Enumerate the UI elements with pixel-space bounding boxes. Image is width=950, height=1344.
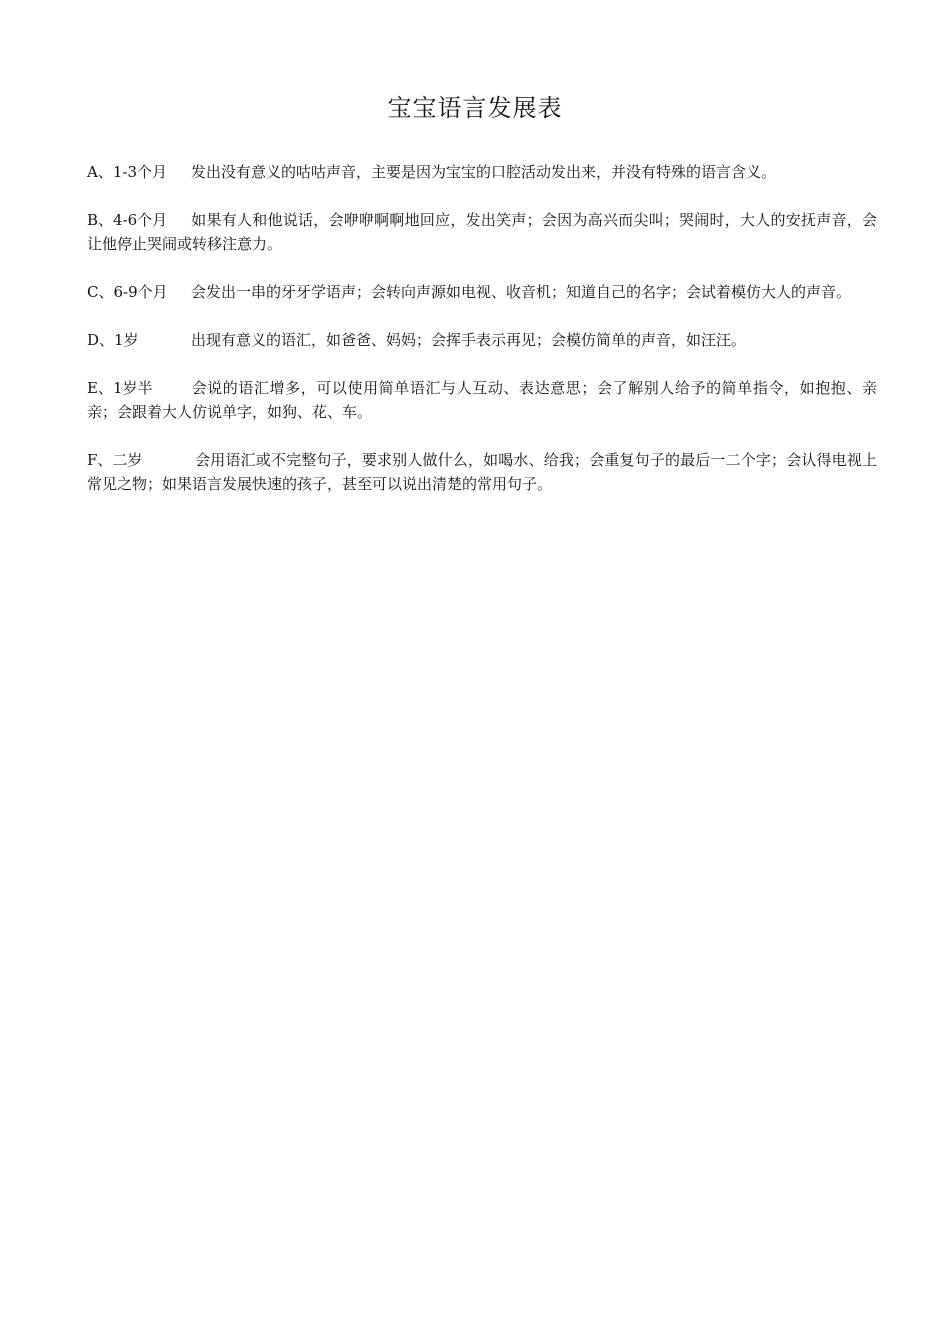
entry-e — [87, 376, 877, 424]
entry-text: 会用语汇或不完整句子，要求别人做什么，如喝水、给我；会重复句子的最后一二个字；会认得电视上常见之物；如果语言发展快速的孩子，甚至可以说出清楚的常用句子。 — [87, 451, 877, 493]
entry-label: E、1岁半 — [87, 379, 153, 397]
entry-text: 发出没有意义的咕咕声音，主要是因为宝宝的口腔活动发出来，并没有特殊的语言含义。 — [191, 163, 777, 181]
entry-b — [87, 208, 877, 256]
entry-f — [87, 448, 877, 496]
entry-label: F、二岁 — [87, 451, 143, 469]
entry-text: 出现有意义的语汇，如爸爸、妈妈；会挥手表示再见；会模仿简单的声音，如汪汪。 — [191, 331, 747, 349]
entry-c — [87, 280, 877, 304]
entry-text: 会说的语汇增多，可以使用简单语汇与人互动、表达意思；会了解别人给予的简单指令，如抱抱、亲亲；会跟着大人仿说单字，如狗、花、车。 — [87, 379, 877, 421]
entry-list — [87, 160, 877, 520]
entry-label: B、4-6个月 — [87, 211, 168, 229]
entry-d — [87, 328, 877, 352]
entry-text: 会发出一串的牙牙学语声；会转向声源如电视、收音机；知道自己的名字；会试着模仿大人的声音。 — [191, 283, 852, 301]
document-title: 宝宝语言发展表 — [387, 94, 563, 122]
entry-label: A、1-3个月 — [87, 163, 167, 181]
entry-text: 如果有人和他说话，会咿咿啊啊地回应，发出笑声；会因为高兴而尖叫；哭闹时，大人的安抚声音，会让他停止哭闹或转移注意力。 — [87, 211, 877, 253]
entry-label: D、1岁 — [87, 331, 139, 349]
entry-a — [87, 160, 877, 184]
entry-label: C、6-9个月 — [87, 283, 168, 301]
